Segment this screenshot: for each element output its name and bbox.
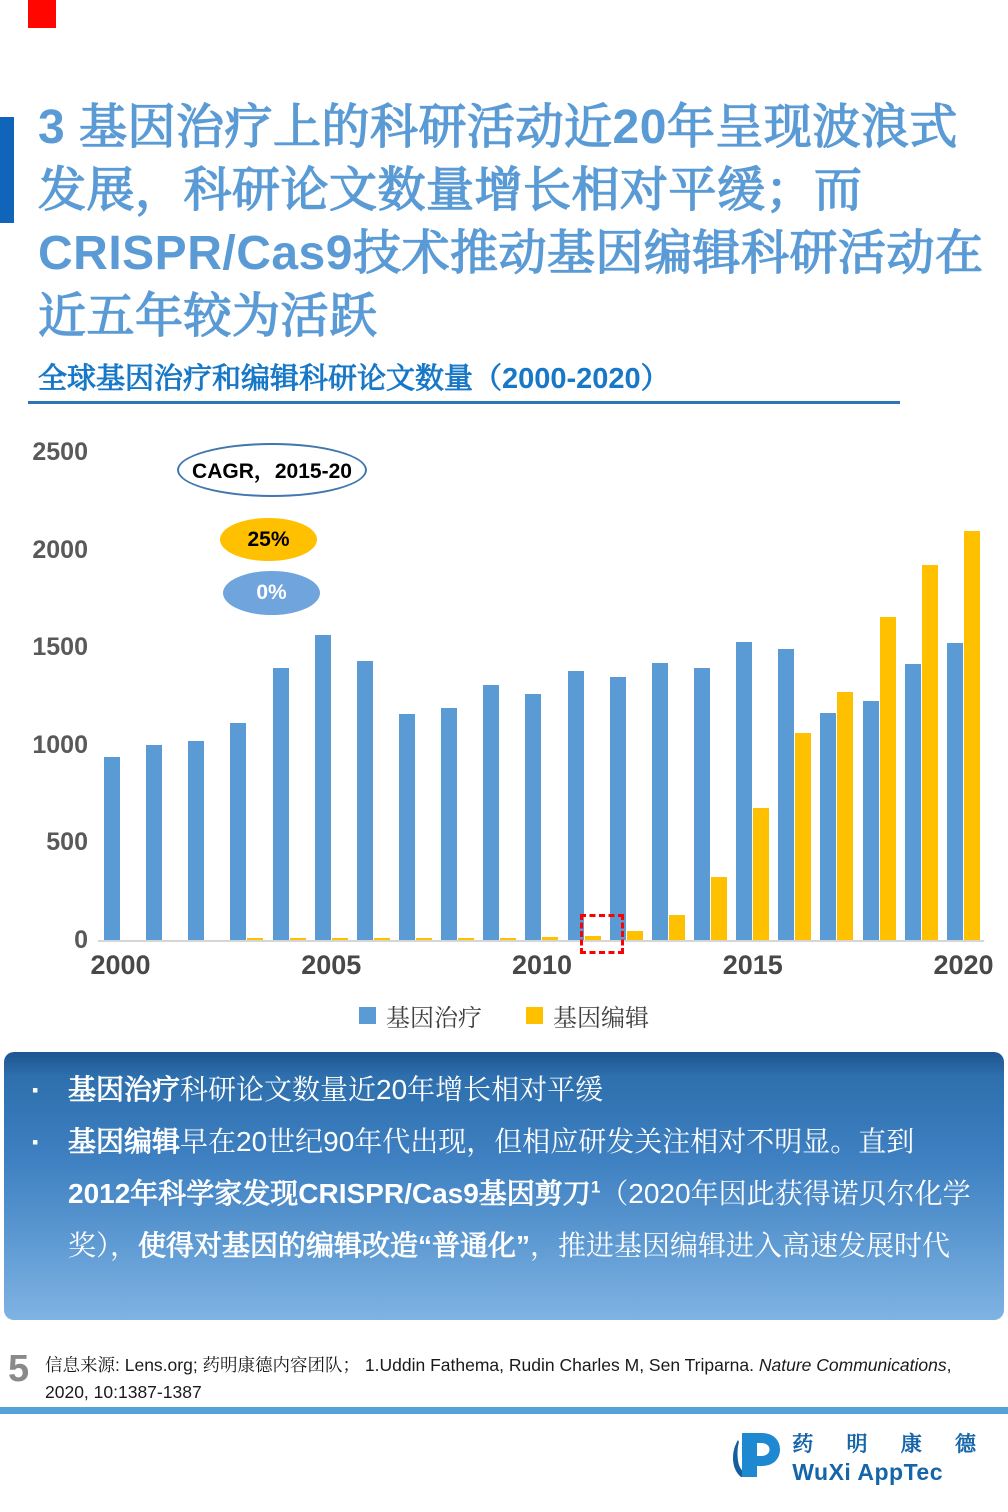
bar-gene-therapy-2017: [820, 713, 836, 940]
bar-gene-therapy-2018: [863, 701, 879, 940]
chart-title-underline: [28, 401, 900, 404]
legend-label-gene-editing: 基因编辑: [553, 1006, 649, 1032]
page-title: 3 基因治疗上的科研活动近20年呈现波浪式发展，科研论文数量增长相对平缓；而CRISPR/Cas9技术推动基因编辑科研活动在近五年较为活跃: [38, 101, 984, 343]
bar-gene-therapy-2005: [315, 635, 331, 940]
bar-gene-editing-2018: [880, 617, 896, 940]
legend-item-gene-editing: [526, 998, 649, 1033]
bullet-marker: ▪: [32, 1080, 39, 1100]
insight-box: [4, 1052, 1004, 1320]
bar-gene-therapy-2015: [736, 642, 752, 940]
bar-gene-therapy-2016: [778, 649, 794, 940]
x-tick-2010: 2010: [511, 950, 573, 980]
wuxi-logo-icon: [730, 1430, 784, 1485]
red-corner-mark: [28, 0, 56, 28]
y-tick-2000: 2000: [32, 535, 88, 564]
bullet-text: 基因编辑早在20世纪90年代出现，但相应研发关注相对不明显。直到2012年科学家发现CRISPR/Cas9基因剪刀$^1$（2020年因此获得诺贝尔化学奖），使得对基因的编辑改造“普通化”，推进基因编辑进入高速发展时代: [68, 1126, 971, 1261]
bar-gene-therapy-2011: [568, 671, 584, 940]
y-tick-1000: 1000: [32, 730, 88, 759]
bar-group-2006: [357, 452, 390, 940]
bar-gene-therapy-2009: [483, 685, 499, 940]
x-tick-2020: 2020: [933, 950, 994, 980]
x-tick-2005: 2005: [301, 950, 362, 980]
bar-gene-editing-2015: [753, 808, 769, 940]
bar-gene-editing-2014: [711, 877, 727, 940]
y-tick-500: 500: [46, 828, 88, 857]
bullet-text: 基因治疗科研论文数量近20年增长相对平缓: [68, 1074, 604, 1105]
bar-group-2011: [568, 452, 601, 940]
bar-group-2010: [525, 452, 558, 940]
bar-gene-therapy-2001: [146, 745, 162, 940]
bar-gene-editing-2019: [922, 565, 938, 940]
legend-swatch-gene-editing: [526, 1007, 543, 1024]
bar-gene-therapy-2013: [652, 663, 668, 940]
x-tick-2015: 2015: [722, 950, 783, 980]
bar-gene-therapy-2006: [357, 661, 373, 940]
wuxi-logo-english: WuXi AppTec: [792, 1459, 943, 1485]
y-tick-2500: 2500: [32, 438, 88, 466]
bar-gene-editing-2020: [964, 531, 980, 940]
bar-gene-editing-2012: [627, 931, 643, 940]
title-accent-bar: [0, 117, 14, 223]
cagr-callout: CAGR，2015-20: [177, 443, 367, 497]
y-axis: [20, 438, 88, 954]
bar-group-2007: [399, 452, 432, 940]
bar-gene-therapy-2004: [273, 668, 289, 940]
bar-group-2001: [146, 452, 179, 940]
bar-group-2000: [104, 452, 137, 940]
bar-gene-therapy-2000: [104, 757, 120, 940]
bar-group-2013: [652, 452, 685, 940]
source-note: [45, 1352, 955, 1406]
cagr-therapy-badge: 0%: [223, 571, 320, 615]
bar-gene-therapy-2014: [694, 668, 710, 940]
source-suffix: , 2020, 10:1387-1387: [45, 1355, 952, 1403]
bar-group-2018: [863, 452, 896, 940]
bullet-marker: ▪: [32, 1132, 39, 1152]
footer-accent-bar: [0, 1407, 1008, 1414]
bar-group-2012: [610, 452, 643, 940]
legend-item-gene-therapy: [359, 998, 482, 1033]
bar-gene-therapy-2002: [188, 741, 204, 940]
cagr-editing-badge: 25%: [220, 518, 317, 561]
bar-group-2005: [315, 452, 348, 940]
bar-gene-therapy-2012: [610, 677, 626, 940]
source-journal: Nature Communications: [758, 1355, 947, 1375]
bar-group-2008: [441, 452, 474, 940]
source-prefix: 信息来源: Lens.org; 药明康德内容团队； 1.Uddin Fathema, Rudin Charles M, Sen Triparna.: [45, 1355, 759, 1375]
insight-list: [32, 1064, 974, 1272]
bar-group-2017: [820, 452, 853, 940]
insight-bullet-1: [32, 1064, 974, 1116]
bar-gene-therapy-2003: [230, 723, 246, 940]
wuxi-apptec-logo: [730, 1428, 990, 1486]
bar-group-2020: [947, 452, 980, 940]
y-tick-0: 0: [74, 926, 88, 954]
legend-swatch-gene-therapy: [359, 1007, 376, 1024]
bar-gene-therapy-2010: [525, 694, 541, 940]
y-tick-1500: 1500: [32, 633, 88, 662]
bar-gene-therapy-2008: [441, 708, 457, 940]
bar-group-2016: [778, 452, 811, 940]
x-tick-2000: 2000: [90, 950, 151, 980]
page-number: 5: [8, 1348, 30, 1390]
bar-group-2015: [736, 452, 769, 940]
bar-gene-therapy-2019: [905, 664, 921, 940]
legend-label-gene-therapy: 基因治疗: [386, 1006, 482, 1032]
bar-group-2014: [694, 452, 727, 940]
chart-title: 全球基因治疗和编辑科研论文数量（2000-2020）: [38, 363, 670, 395]
bar-gene-therapy-2020: [947, 643, 963, 940]
bar-gene-editing-2013: [669, 915, 685, 940]
bar-gene-editing-2017: [837, 692, 853, 940]
wuxi-logo-chinese: 药 明 康 德: [792, 1432, 990, 1456]
x-axis: [90, 940, 994, 986]
chart-legend: [0, 998, 1008, 1033]
bar-gene-therapy-2007: [399, 714, 415, 940]
bar-group-2019: [905, 452, 938, 940]
bar-group-2009: [483, 452, 516, 940]
bar-gene-editing-2016: [795, 733, 811, 940]
insight-bullet-2: [32, 1116, 974, 1272]
bar-group-2002: [188, 452, 221, 940]
